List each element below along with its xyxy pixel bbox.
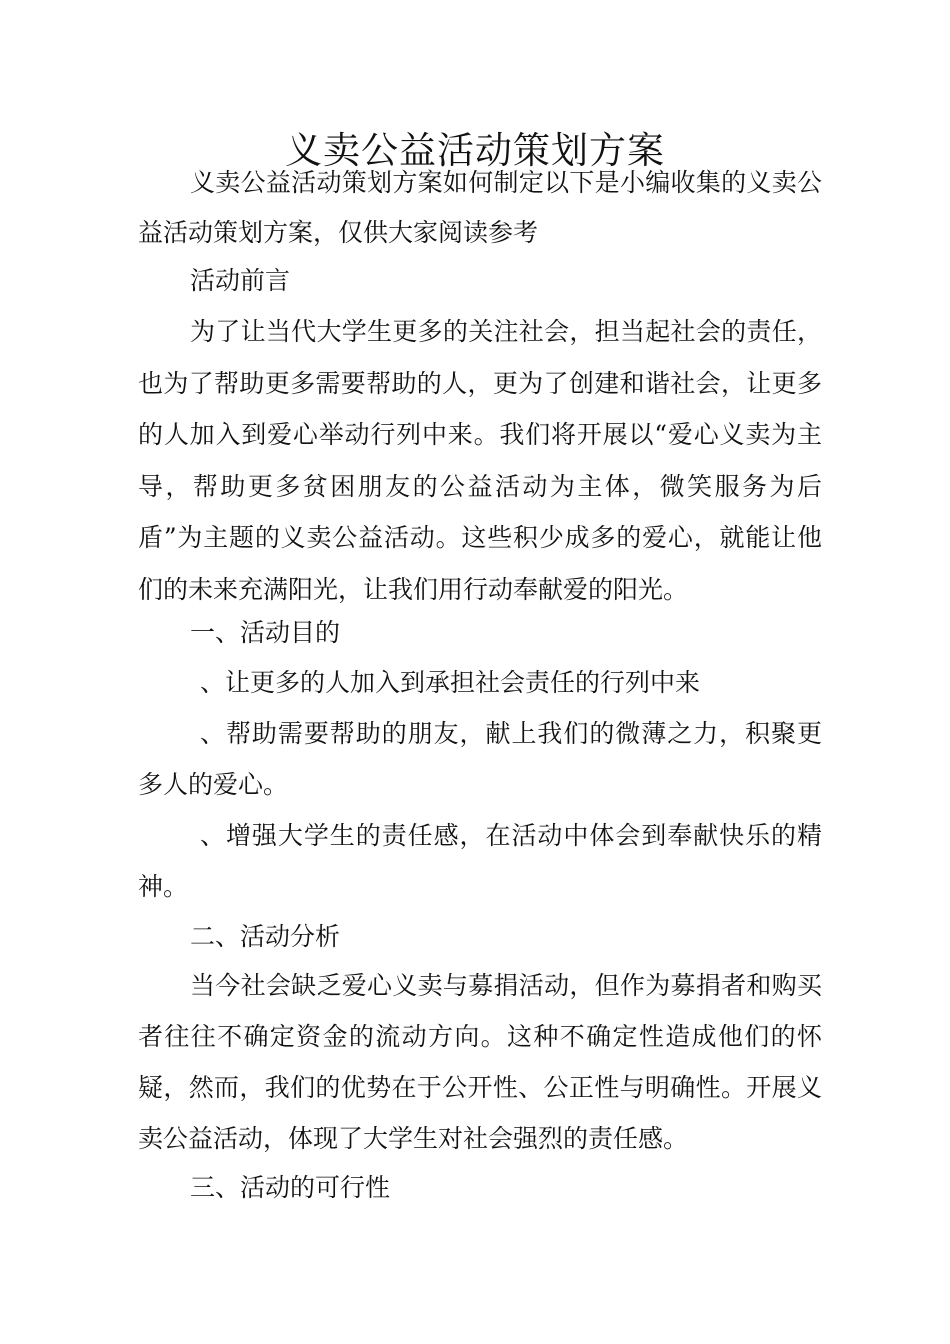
preface-heading: 活动前言 bbox=[190, 266, 291, 295]
section-heading-purpose: 一、活动目的 bbox=[190, 618, 341, 647]
intro-paragraph: 义卖公益活动策划方案如何制定以下是小编收集的义卖公益活动策划方案，仅供大家阅读参考 bbox=[138, 168, 822, 247]
preface-paragraph: 为了让当代大学生更多的关注社会，担当起社会的责任，也为了帮助更多需要帮助的人，更为了创建和谐社会，让更多的人加入到爱心举动行列中来。我们将开展以“爱心义卖为主导，帮助更多贫困朋友的公益活动为主体，微笑服务为后盾”为主题的义卖公益活动。这些积少成多的爱心，就能让他们的未来充满阳光，让我们用行动奉献爱的阳光。 bbox=[138, 317, 822, 604]
analysis-paragraph: 当今社会缺乏爱心义卖与募捐活动，但作为募捐者和购买者往往不确定资金的流动方向。这种不确定性造成他们的怀疑，然而，我们的优势在于公开性、公正性与明确性。开展义卖公益活动，体现了大学生对社会强烈的责任感。 bbox=[138, 971, 822, 1153]
purpose-item-1: 、让更多的人加入到承担社会责任的行列中来 bbox=[200, 668, 701, 697]
purpose-item-2: 、帮助需要帮助的朋友，献上我们的微薄之力，积聚更多人的爱心。 bbox=[138, 719, 822, 799]
document-title: 义卖公益活动策划方案 bbox=[285, 128, 665, 172]
section-heading-analysis: 二、活动分析 bbox=[190, 922, 341, 951]
purpose-item-3: 、增强大学生的责任感，在活动中体会到奉献快乐的精神。 bbox=[138, 821, 822, 901]
section-heading-feasibility: 三、活动的可行性 bbox=[190, 1173, 391, 1202]
